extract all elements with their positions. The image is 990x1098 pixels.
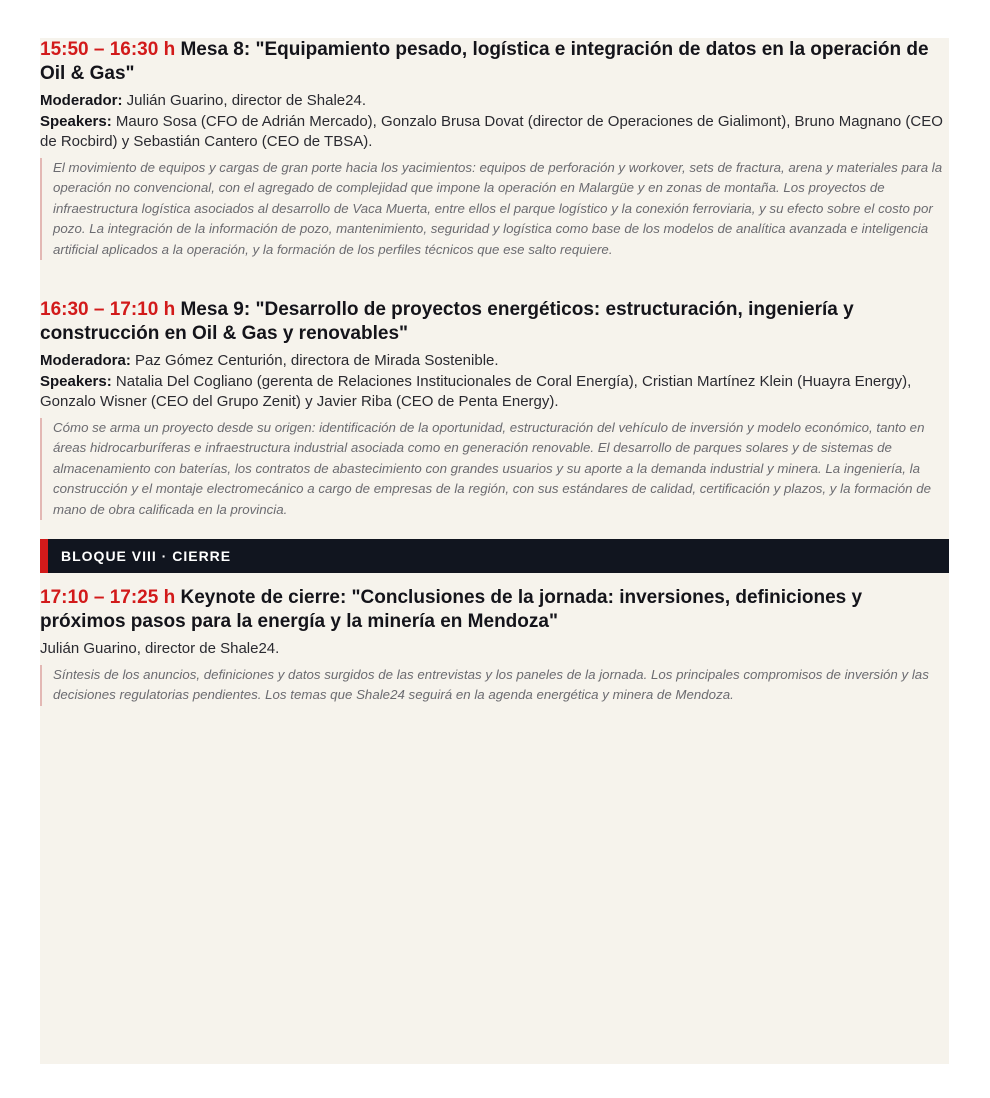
session-description: Síntesis de los anuncios, definiciones y datos surgidos de las entrevistas y los paneles de la jornada. Los principales compromisos de inversión y las decisiones regulatorias pendientes. Los temas que Shale24 seguirá en la agenda energética y minera de Mendoza. — [40, 665, 943, 706]
moderator-line — [40, 351, 943, 372]
speakers-names: Mauro Sosa (CFO de Adrián Mercado), Gonzalo Brusa Dovat (director de Operaciones de Gialimont), Bruno Magnano (CEO de Rocbird) y Sebastián Cantero (CEO de TBSA). — [40, 112, 943, 150]
session-title — [40, 298, 943, 346]
session-time: 17:10 – 17:25 h — [40, 587, 176, 608]
block-accent-bar — [40, 539, 48, 573]
session-time: 15:50 – 16:30 h — [40, 39, 176, 60]
speakers-names: Natalia Del Cogliano (gerenta de Relaciones Institucionales de Coral Energía), Cristian Martínez Klein (Huayra Energy), Gonzalo Wisner (CEO del Grupo Zenit) y Javier Riba (CEO de Penta Energy). — [40, 372, 912, 410]
session-title-text: Keynote de cierre: "Conclusiones de la jornada: inversiones, definiciones y próximos pasos para la energía y la minería en Mendoza" — [40, 587, 863, 632]
moderator-line — [40, 91, 943, 112]
session-description: Cómo se arma un proyecto desde su origen: identificación de la oportunidad, estructuración del vehículo de inversión y modelo económico, tanto en áreas hidrocarburíferas e infraestructura industrial asociada como en generación renovable. El desarrollo de parques solares y de sistemas de almacenamiento con baterías, los contratos de abastecimiento con grandes usuarios y su aporte a la demanda industrial y minera. La ingeniería, la construcción y el montaje electromecánico a cargo de empresas de la región, con sus estándares de calidad, certificación y plazos, y la formación de mano de obra calificada en la provincia. — [40, 418, 943, 521]
session-title-text: Mesa 9: "Desarrollo de proyectos energéticos: estructuración, ingeniería y construcción en Oil & Gas y renovables" — [40, 299, 854, 344]
session-title-text: Mesa 8: "Equipamiento pesado, logística e integración de datos en la operación de Oil & Gas" — [40, 39, 929, 84]
speakers-line — [40, 112, 943, 153]
speakers-label: Speakers: — [40, 372, 112, 390]
session-description: El movimiento de equipos y cargas de gran porte hacia los yacimientos: equipos de perforación y workover, sets de fractura, arena y materiales para la operación no convencional, con el agregado de complejidad que impone la operación en Malargüe y en zonas de montaña. Los proyectos de infraestructura logística asociados al desarrollo de Vaca Muerta, entre ellos el parque logístico y la conexión ferroviaria, y su efecto sobre el costo por pozo. La integración de la información de pozo, mantenimiento, seguridad y logística como base de los modelos de analítica avanzada e inteligencia artificial aplicados a la operación, y la formación de los perfiles técnicos que ese salto requiere. — [40, 158, 943, 261]
session-keynote — [40, 586, 943, 706]
speaker-line: Julián Guarino, director de Shale24. — [40, 640, 280, 657]
session-mesa-9 — [40, 298, 943, 520]
speakers-label: Speakers: — [40, 112, 112, 130]
session-mesa-8 — [40, 38, 943, 260]
session-title — [40, 586, 943, 634]
session-time: 16:30 – 17:10 h — [40, 299, 176, 320]
moderator-name: Paz Gómez Centurión, directora de Mirada Sostenible. — [135, 352, 499, 369]
block-header — [40, 539, 949, 573]
moderator-label: Moderador: — [40, 92, 123, 109]
block-label: BLOQUE VIII · CIERRE — [61, 548, 232, 564]
moderator-label: Moderadora: — [40, 352, 131, 369]
session-title — [40, 38, 943, 86]
agenda-page — [40, 38, 949, 1064]
moderator-name: Julián Guarino, director de Shale24. — [126, 92, 366, 109]
speakers-line — [40, 372, 943, 413]
